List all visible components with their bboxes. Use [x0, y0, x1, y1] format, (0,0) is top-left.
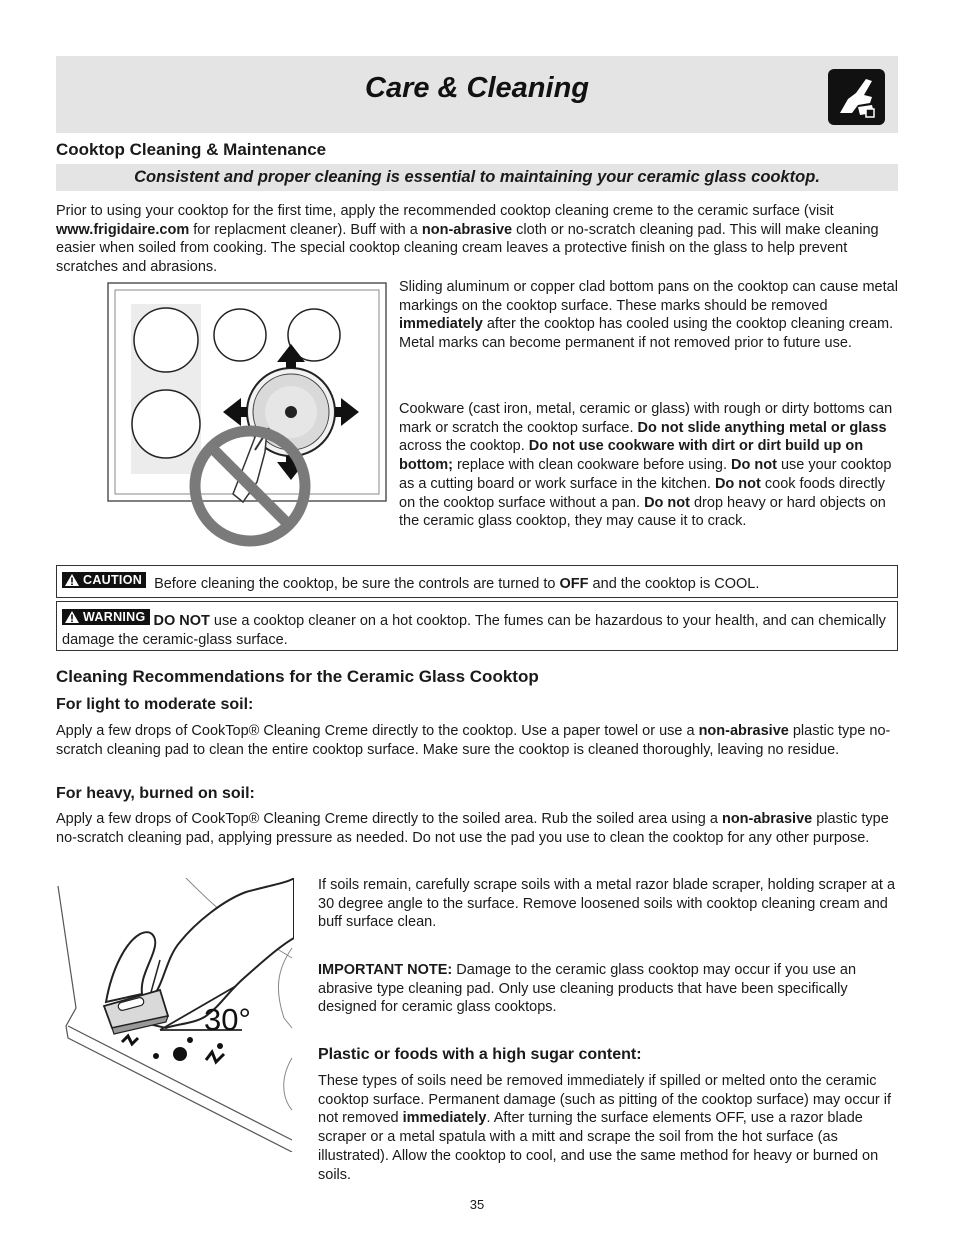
caution-box: CAUTION Before cleaning the cooktop, be sure the controls are turned to OFF and the cooktop is COOL.: [56, 565, 898, 598]
warning-badge: WARNING: [62, 609, 150, 625]
caution-badge: CAUTION: [62, 572, 146, 588]
cooktop-no-slide-illustration: [107, 282, 387, 552]
sugar-heading: Plastic or foods with a high sugar content:: [318, 1046, 642, 1063]
angle-label: 30°: [204, 1002, 251, 1037]
scrape-paragraph: If soils remain, carefully scrape soils with a metal razor blade scraper, holding scraper at a 30 degree angle to the surface. Remove loosened soils with cooktop cleaning cream and buff surface clean.: [318, 877, 896, 931]
warning-box: WARNING DO NOT use a cooktop cleaner on a hot cooktop. The fumes can be hazardous to your health, and can chemically damage the ceramic-glass surface.: [56, 601, 898, 651]
sliding-pans-paragraph: Sliding aluminum or copper clad bottom pans on the cooktop can cause metal markings on the cooktop surface. These marks should be removed immediately after the cooktop has cooled using the cooktop cleaning cream. Metal marks can become permanent if not removed prior to future use.: [399, 279, 898, 352]
important-note-paragraph: IMPORTANT NOTE: Damage to the ceramic glass cooktop may occur if you use an abrasive type cleaning pad. Only use cleaning products that have been specifically designed for ceramic glass cooktops.: [318, 962, 857, 1016]
intro-paragraph: Prior to using your cooktop for the first time, apply the recommended cooktop cleaning creme to the ceramic surface (visit www.frigidaire.com for replacment cleaner). Buff with a non-abrasive cloth or no-scratch cleaning pad. This will make cleaning easier when soiled from cooking. The special cooktop cleaning cream leaves a protective finish on the glass to help prevent scratches and abrasions.: [56, 203, 879, 276]
light-soil-paragraph: Apply a few drops of CookTop® Cleaning Creme directly to the cooktop. Use a paper towel or use a non-abrasive plastic type no-scratch cleaning pad to clean the entire cooktop surface. Make sure the cooktop is cleaned thoroughly, leaving no residue.: [56, 723, 891, 758]
banner-text: Consistent and proper cleaning is essential to maintaining your ceramic glass cooktop.: [134, 168, 820, 186]
light-soil-heading: For light to moderate soil:: [56, 696, 254, 713]
heavy-soil-heading: For heavy, burned on soil:: [56, 785, 255, 802]
page-number: 35: [469, 1197, 485, 1212]
section-title-cooktop-cleaning: Cooktop Cleaning & Maintenance: [56, 140, 327, 159]
warning-triangle-icon: [64, 610, 80, 624]
section-title-cleaning-recommendations: Cleaning Recommendations for the Ceramic Glass Cooktop: [56, 667, 539, 686]
page-title: Care & Cleaning: [365, 72, 589, 104]
scraper-illustration: [56, 878, 294, 1152]
cleaning-hand-icon: [828, 69, 885, 125]
cookware-paragraph: Cookware (cast iron, metal, ceramic or glass) with rough or dirty bottoms can mark or scratch the cooktop surface. Do not slide anything metal or glass across the cooktop. Do not use cookware with dirt or dirt build up on bottom; replace with clean cookware before using. Do not use your cooktop as a cutting board or work surface in the kitchen. Do not cook foods directly on the cooktop surface without a pan. Do not drop heavy or hard objects on the ceramic glass cooktop, they may cause it to crack.: [399, 401, 893, 530]
sugar-paragraph: These types of soils need be removed immediately if spilled or melted onto the ceramic cooktop surface. Permanent damage (such as pitting of the cooktop surface) may occur if not removed immediately. After turning the surface elements OFF, use a razor blade scraper or a metal spatula with a mitt and scrape the soil from the hot surface (as illustrated). Allow the cooktop to cool, and use the same method for heavy or burned on soils.: [318, 1073, 892, 1183]
heavy-soil-paragraph: Apply a few drops of CookTop® Cleaning Creme directly to the soiled area. Rub the soiled area using a non-abrasive plastic type no-scratch cleaning pad, applying pressure as needed. Do not use the pad you use to clean the cooktop for any other purpose.: [56, 811, 889, 846]
caution-triangle-icon: [64, 573, 80, 587]
